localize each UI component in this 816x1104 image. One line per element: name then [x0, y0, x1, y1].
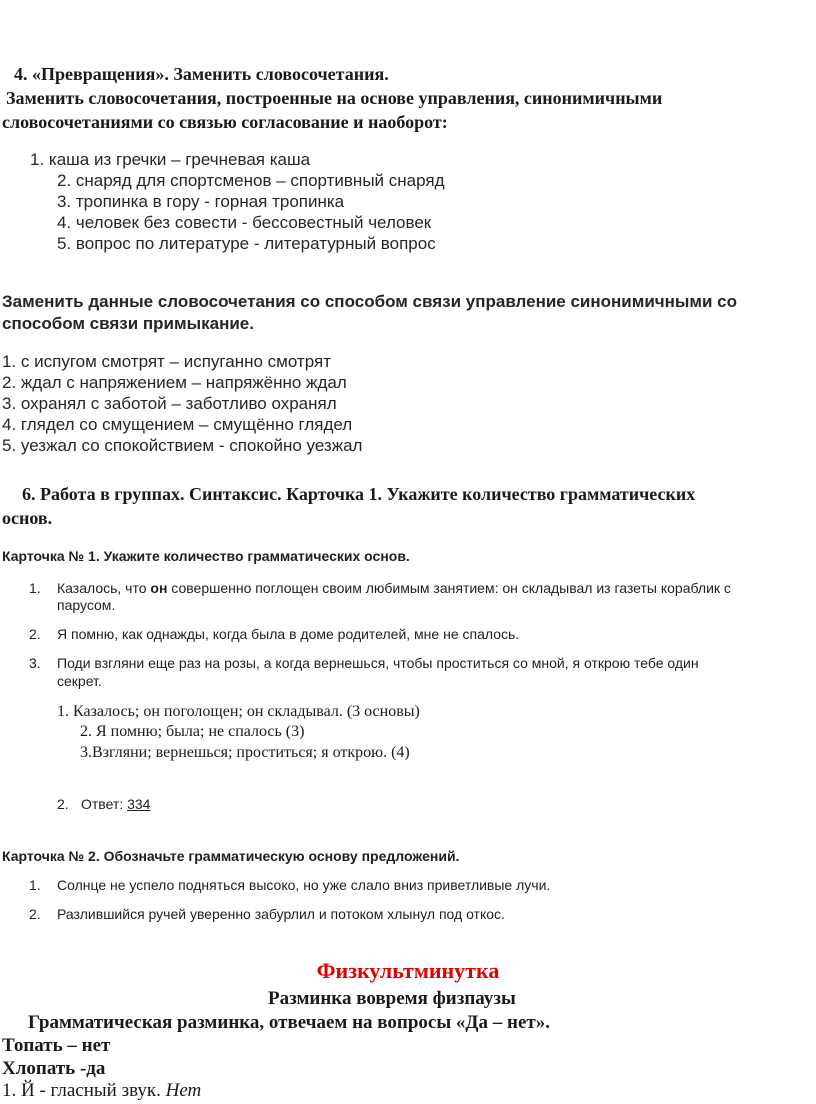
- fizminutka-title: Физкультминутка: [316, 958, 500, 983]
- card1-item-3-num: 3.: [29, 655, 41, 671]
- question-1-text: 1. Й - гласный звук.: [2, 1080, 166, 1101]
- card1-answer-2: 2. Я помню; была; не спалось (3): [80, 723, 305, 740]
- card1-item-1: [57, 580, 731, 596]
- card1-answer-num: 2.: [57, 796, 69, 812]
- card1-answer-3: 3.Взгляни; вернешься; проститься; я открою. (4): [80, 744, 410, 761]
- list2-item-2: 2. ждал с напряжением – напряжённо ждал: [2, 373, 347, 392]
- list2-item-3: 3. охранял с заботой – заботливо охранял: [2, 394, 337, 413]
- task2-heading-line2: способом связи примыкание.: [2, 314, 254, 333]
- list2-item-1: 1. с испугом смотрят – испуганно смотрят: [2, 352, 331, 371]
- card1-answer: [81, 796, 150, 812]
- fizminutka-rule-1: Топать – нет: [2, 1035, 111, 1056]
- section6-title-line2: основ.: [2, 508, 53, 528]
- list1-item-1: 1. каша из гречки – гречневая каша: [30, 150, 311, 169]
- card1-item-1-line2: парусом.: [57, 597, 116, 613]
- card1-heading: Карточка № 1. Укажите количество грамматических основ.: [2, 548, 410, 564]
- card2-item-1-num: 1.: [29, 877, 41, 893]
- fizminutka-rule-2: Хлопать -да: [2, 1058, 106, 1079]
- card2-item-1: Солнце не успело подняться высоко, но уже слало вниз приветливые лучи.: [57, 877, 551, 893]
- list1-item-5: 5. вопрос по литературе - литературный вопрос: [57, 234, 436, 253]
- section6-title-line1: 6. Работа в группах. Синтаксис. Карточка 1. Укажите количество грамматических: [22, 484, 696, 504]
- section4-intro-line1: Заменить словосочетания, построенные на основе управления, синонимичными: [6, 88, 663, 108]
- section4-title: 4. «Превращения». Заменить словосочетания.: [14, 64, 389, 84]
- card1-item-1-num: 1.: [29, 580, 41, 596]
- card1-item-3-line2: секрет.: [57, 673, 102, 689]
- fizminutka-instruction: Грамматическая разминка, отвечаем на вопросы «Да – нет».: [28, 1012, 550, 1033]
- card1-item-1-pre: Казалось, что: [57, 580, 151, 596]
- list1-item-4: 4. человек без совести - бессовестный человек: [57, 213, 432, 232]
- answer-label: Ответ:: [81, 796, 128, 812]
- fizminutka-subtitle: Разминка вовремя физпаузы: [268, 988, 516, 1009]
- list1-item-2: 2. снаряд для спортсменов – спортивный снаряд: [57, 171, 445, 190]
- card1-item-2: Я помню, как однажды, когда была в доме родителей, мне не спалось.: [57, 626, 520, 642]
- question-1-answer: Нет: [165, 1080, 202, 1101]
- list2-item-4: 4. глядел со смущением – смущённо глядел: [2, 415, 353, 434]
- answer-value: 334: [127, 796, 151, 812]
- card1-item-3: Поди взгляни еще раз на розы, а когда вернешься, чтобы проститься со мной, я открою тебе один: [57, 655, 699, 671]
- card1-item-1-post: совершенно поглощен своим любимым занятием: он складывал из газеты кораблик с: [167, 580, 731, 596]
- card2-item-2: Разлившийся ручей уверенно забурлил и потоком хлынул под откос.: [57, 906, 505, 922]
- card1-item-2-num: 2.: [29, 626, 41, 642]
- list2-item-5: 5. уезжал со спокойствием - спокойно уезжал: [2, 436, 363, 455]
- card2-heading: Карточка № 2. Обозначьте грамматическую основу предложений.: [2, 848, 460, 864]
- section4-intro-line2: словосочетаниями со связью согласование и наоборот:: [2, 112, 448, 132]
- list1-item-3: 3. тропинка в гору - горная тропинка: [57, 192, 345, 211]
- card2-item-2-num: 2.: [29, 906, 41, 922]
- task2-heading-line1: Заменить данные словосочетания со способом связи управление синонимичными со: [2, 292, 738, 311]
- card1-answer-1: 1. Казалось; он поголощен; он складывал. (3 основы): [57, 703, 420, 720]
- fizminutka-question-1: [2, 1080, 201, 1102]
- card1-item-1-bold: он: [150, 580, 168, 596]
